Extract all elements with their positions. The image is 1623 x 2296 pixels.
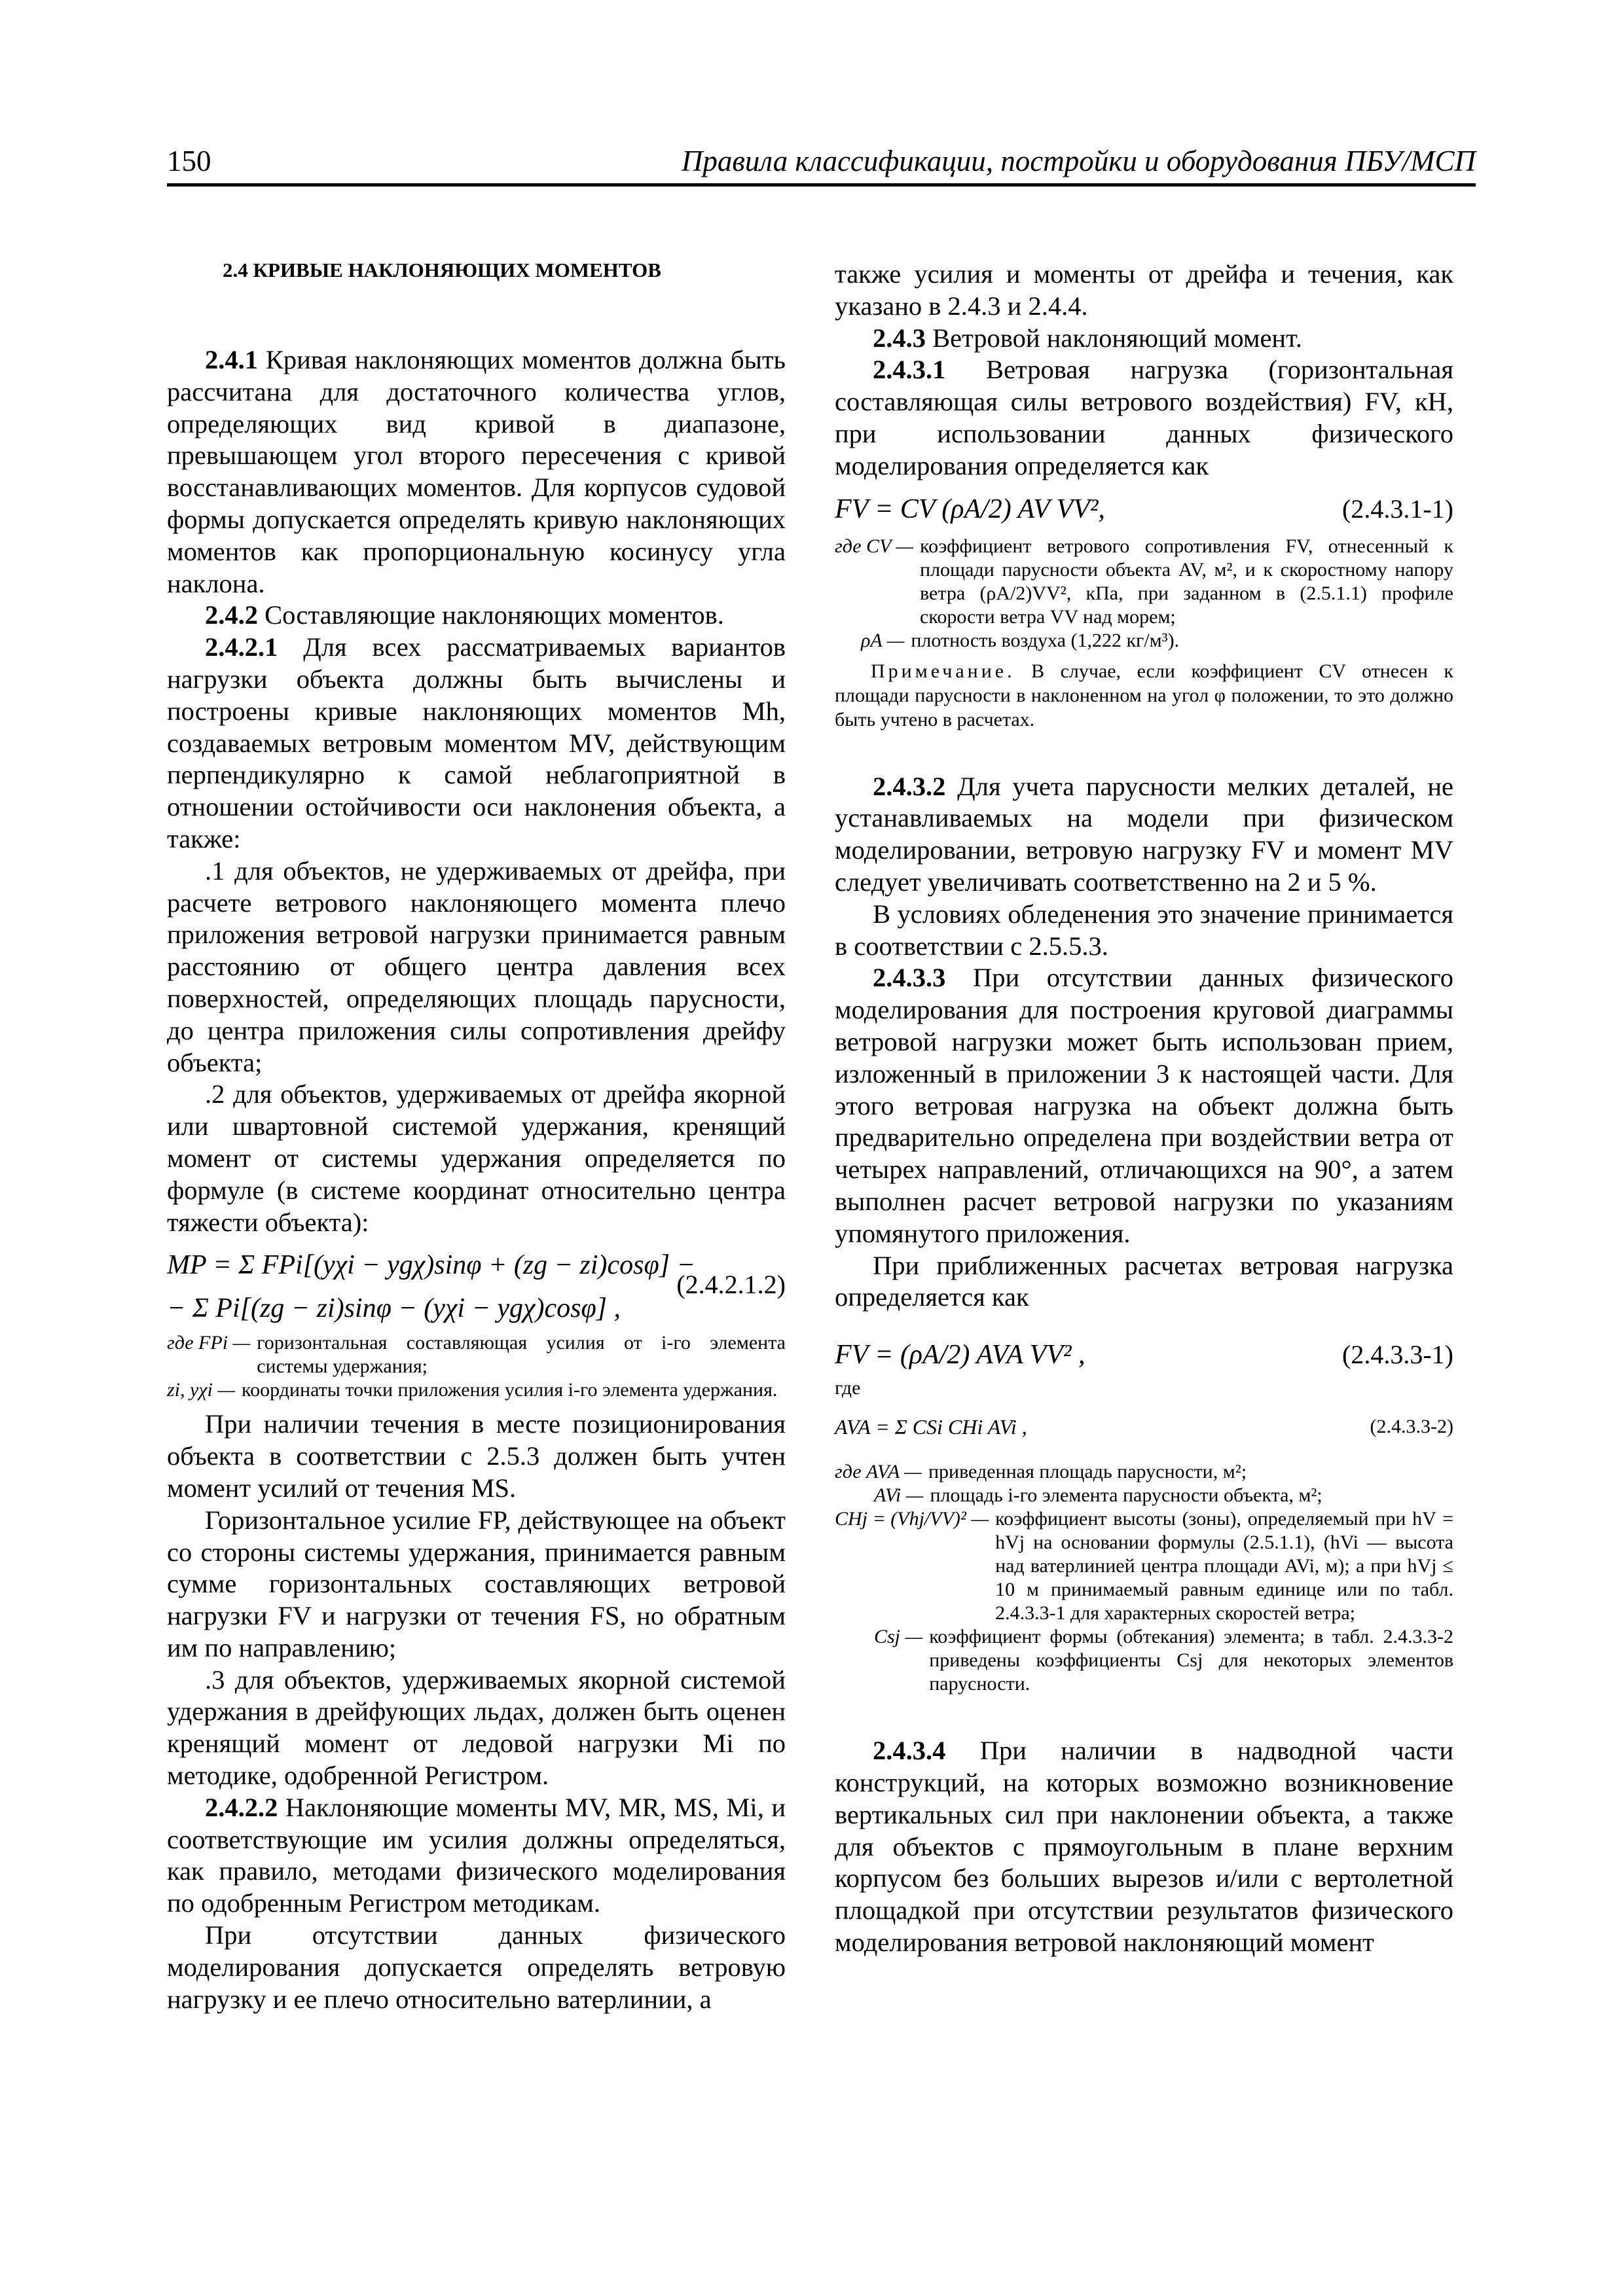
clause-number: 2.4.3.4: [873, 1736, 946, 1766]
formula-fv2: [835, 1337, 1453, 1376]
list-item-1: .1 для объектов, не удерживаемых от дрейфа, при расчете ветрового наклоняющего момента плечо приложения ветровой нагрузки принимается равным расстоянию от общего центра давления всех поверхностей, определяющих площадь парусности, до центра приложения силы сопротивления дрейфу объекта;: [167, 855, 786, 1077]
definition: коэффициент ветрового сопротивления FV, отнесенный к площади парусности объекта AV, м², и к скоростному напору ветра (ρA/2)VV², кПа, при заданном в (2.5.1.1) профиле скорости ветра VV над морем;: [920, 535, 1453, 628]
clause-text: Ветровой наклоняющий момент.: [926, 323, 1302, 353]
clause-number: 2.4.2.1: [205, 632, 278, 662]
definition: приведенная площадь парусности, м²;: [928, 1461, 1247, 1483]
where-csj: [835, 1625, 1453, 1696]
paragraph-2-4-2-1: [167, 632, 786, 855]
definition: площадь i-го элемента парусности объекта, м²;: [930, 1484, 1322, 1507]
formula-number: (2.4.3.3-1): [1342, 1340, 1453, 1370]
clause-text: Кривая наклоняющих моментов должна быть рассчитана для достаточного количества углов, определяющих вид кривой в диапазоне, превышающем угол второго пересечения с кривой восстанавливающих моментов. Для корпусов судовой формы допускается определять кривую наклоняющих моментов как пропорциональную косинусу угла наклона.: [167, 345, 786, 598]
paragraph-2-4-2: [167, 600, 786, 632]
right-column: [835, 259, 1453, 1959]
where-zi: [167, 1378, 786, 1402]
formula-number: (2.4.3.1-1): [1342, 493, 1453, 524]
running-title: Правила классификации, постройки и оборудования ПБУ/МСП: [681, 145, 1476, 177]
paragraph-approx: При приближенных расчетах ветровая нагрузка определяется как: [835, 1250, 1453, 1312]
page-number: 150: [167, 145, 211, 177]
where-label: где: [835, 1377, 861, 1399]
where-chj: [835, 1507, 1453, 1625]
paragraph-2-4-3-1: [835, 354, 1453, 482]
clause-number: 2.4.3: [873, 323, 926, 353]
formula-mp-line2: − Σ Pi[(zg − zi)sinφ − (yχi − ygχ)cosφ] ,: [167, 1293, 621, 1324]
paragraph-2-4-3-2: [835, 771, 1453, 899]
symbol: ρA —: [861, 629, 905, 651]
list-item-2: .2 для объектов, удерживаемых от дрейфа якорной или швартовной системой удержания, кренящий момент от системы удержания определяется по формуле (в системе координат относительно центра тяжести объекта):: [167, 1079, 786, 1237]
clause-number: 2.4.3.3: [873, 963, 946, 993]
definition: коэффициент формы (обтекания) элемента; в табл. 2.4.3.3-2 приведены коэффициенты Csj для некоторых элементов парусности.: [929, 1626, 1453, 1695]
clause-number: 2.4.3.2: [873, 771, 946, 801]
where-list: [835, 1460, 1453, 1696]
formula-text: AVA = Σ CSi CHi AVi ,: [835, 1415, 1027, 1439]
clause-number: 2.4.2.2: [205, 1792, 278, 1822]
formula-text: FV = CV (ρA/2) AV VV²,: [835, 493, 1105, 524]
where-avi: [835, 1484, 1453, 1507]
where-fpi: [167, 1331, 786, 1378]
formula-mp: [167, 1247, 786, 1326]
note-label: Примечание.: [871, 660, 1015, 682]
paragraph-current: При наличии течения в месте позиционирования объекта в соответствии с 2.5.3 должен быть учтен момент усилий от течения MS.: [167, 1409, 786, 1503]
clause-text: Составляющие наклоняющих моментов.: [258, 600, 724, 630]
symbol: где FPi —: [167, 1332, 251, 1354]
formula-text: FV = (ρA/2) AVA VV² ,: [835, 1340, 1085, 1371]
where-cv: [835, 535, 1453, 629]
clause-text: Наклоняющие моменты MV, MR, MS, Mi, и соответствующие им усилия должны определяться, как правило, методами физического моделирования по одобренным Регистром методикам.: [167, 1792, 786, 1918]
formula-fv: [835, 492, 1453, 531]
definition: коэффициент высоты (зоны), определяемый при hV = hVj на основании формулы (2.5.1.1), (hVi — высота над ватерлинией центра площади AVi, м); а при hVj ≤ 10 м принимаемый равным единице или по табл. 2.4.3.3-1 для характерных скоростей ветра;: [995, 1508, 1453, 1624]
paragraph-2-4-3: [835, 323, 1453, 355]
symbol: AVi —: [874, 1484, 924, 1507]
symbol: zi, yχi —: [167, 1379, 236, 1401]
paragraph-2-4-1: [167, 344, 786, 600]
paragraph-2-4-3-3: [835, 962, 1453, 1249]
clause-text: Ветровая нагрузка (горизонтальная составляющая силы ветрового воздействия) FV, кН, при использовании данных физического моделирования определяется как: [835, 355, 1453, 480]
paragraph-no-data: При отсутствии данных физического моделирования допускается определять ветровую нагрузку и ее плечо относительно ватерлинии, а: [167, 1920, 786, 2014]
symbol: CHj = (Vhj/VV)² —: [835, 1508, 989, 1530]
formula-ava: [835, 1409, 1453, 1446]
formula-number: (2.4.2.1.2): [676, 1270, 786, 1300]
where-ava: [835, 1460, 1453, 1484]
definition: плотность воздуха (1,222 кг/м³).: [911, 629, 1180, 651]
note: [835, 659, 1453, 732]
clause-number: 2.4.2: [205, 600, 258, 630]
definition: координаты точки приложения усилия i-го элемента удержания.: [242, 1379, 778, 1401]
definition: горизонтальная составляющая усилия от i-го элемента системы удержания;: [257, 1332, 786, 1378]
symbol: где CV —: [835, 535, 914, 557]
left-column: [167, 259, 786, 2015]
where-rho: [835, 629, 1453, 653]
clause-text: Для учета парусности мелких деталей, не устанавливаемых на модели при физическом моделировании, ветровую нагрузку FV и момент MV следует увеличивать соответственно на 2 и 5 %.: [835, 771, 1453, 897]
formula-mp-line1: MP = Σ FPi[(yχi − ygχ)sinφ + (zg − zi)cosφ] −: [167, 1250, 695, 1281]
symbol: где AVA —: [835, 1461, 922, 1483]
clause-number: 2.4.3.1: [873, 355, 946, 385]
note-text: В случае, если коэффициент CV отнесен к площади парусности в наклоненном на угол φ положении, то это должно быть учтено в расчетах.: [835, 660, 1453, 730]
paragraph-horizontal-force: Горизонтальное усилие FP, действующее на объект со стороны системы удержания, принимается равным сумме горизонтальных составляющих ветровой нагрузки FV и нагрузки от течения FS, но обратным им по направлению;: [167, 1505, 786, 1662]
clause-text: При наличии в надводной части конструкций, на которых возможно возникновение вертикальных сил при наклонении объекта, а также для объектов с прямоугольным в плане верхним корпусом без больших вырезов и/или с вертолетной площадкой при отсутствии результатов физического моделирования ветровой наклоняющий момент: [835, 1736, 1453, 1957]
clause-number: 2.4.1: [205, 345, 258, 374]
clause-text: Для всех рассматриваемых вариантов нагрузки объекта должны быть вычислены и построены кривые наклоняющих моментов Mh, создаваемых ветровым моментом MV, действующим перпендикулярно к самой неблагоприятной в отношении остойчивости оси наклонения объекта, а также:: [167, 632, 786, 853]
paragraph-continued: также усилия и моменты от дрейфа и течения, как указано в 2.4.3 и 2.4.4.: [835, 259, 1453, 321]
paragraph-icing: В условиях обледенения это значение принимается в соответствии с 2.5.5.3.: [835, 899, 1453, 961]
list-item-3: .3 для объектов, удерживаемых якорной системой удержания в дрейфующих льдах, должен быть оценен кренящий момент от ледовой нагрузки Mi по методике, одобренной Регистром.: [167, 1664, 786, 1791]
paragraph-2-4-3-4: [835, 1735, 1453, 1959]
symbol: Csj —: [874, 1626, 923, 1648]
paragraph-2-4-2-2: [167, 1792, 786, 1920]
clause-text: При отсутствии данных физического моделирования для построения круговой диаграммы ветровой нагрузки может быть использован прием, изложенный в приложении 3 к настоящей части. Для этого ветровая нагрузка на объект должна быть предварительно определена при воздействии ветра от четырех направлений, отличающихся на 90°, а затем выполнен расчет ветровой нагрузки по указаниям упомянутого приложения.: [835, 963, 1453, 1248]
page-header: [167, 143, 1476, 187]
section-title: 2.4 КРИВЫЕ НАКЛОНЯЮЩИХ МОМЕНТОВ: [223, 259, 661, 281]
formula-number: (2.4.3.3-2): [1370, 1416, 1453, 1438]
